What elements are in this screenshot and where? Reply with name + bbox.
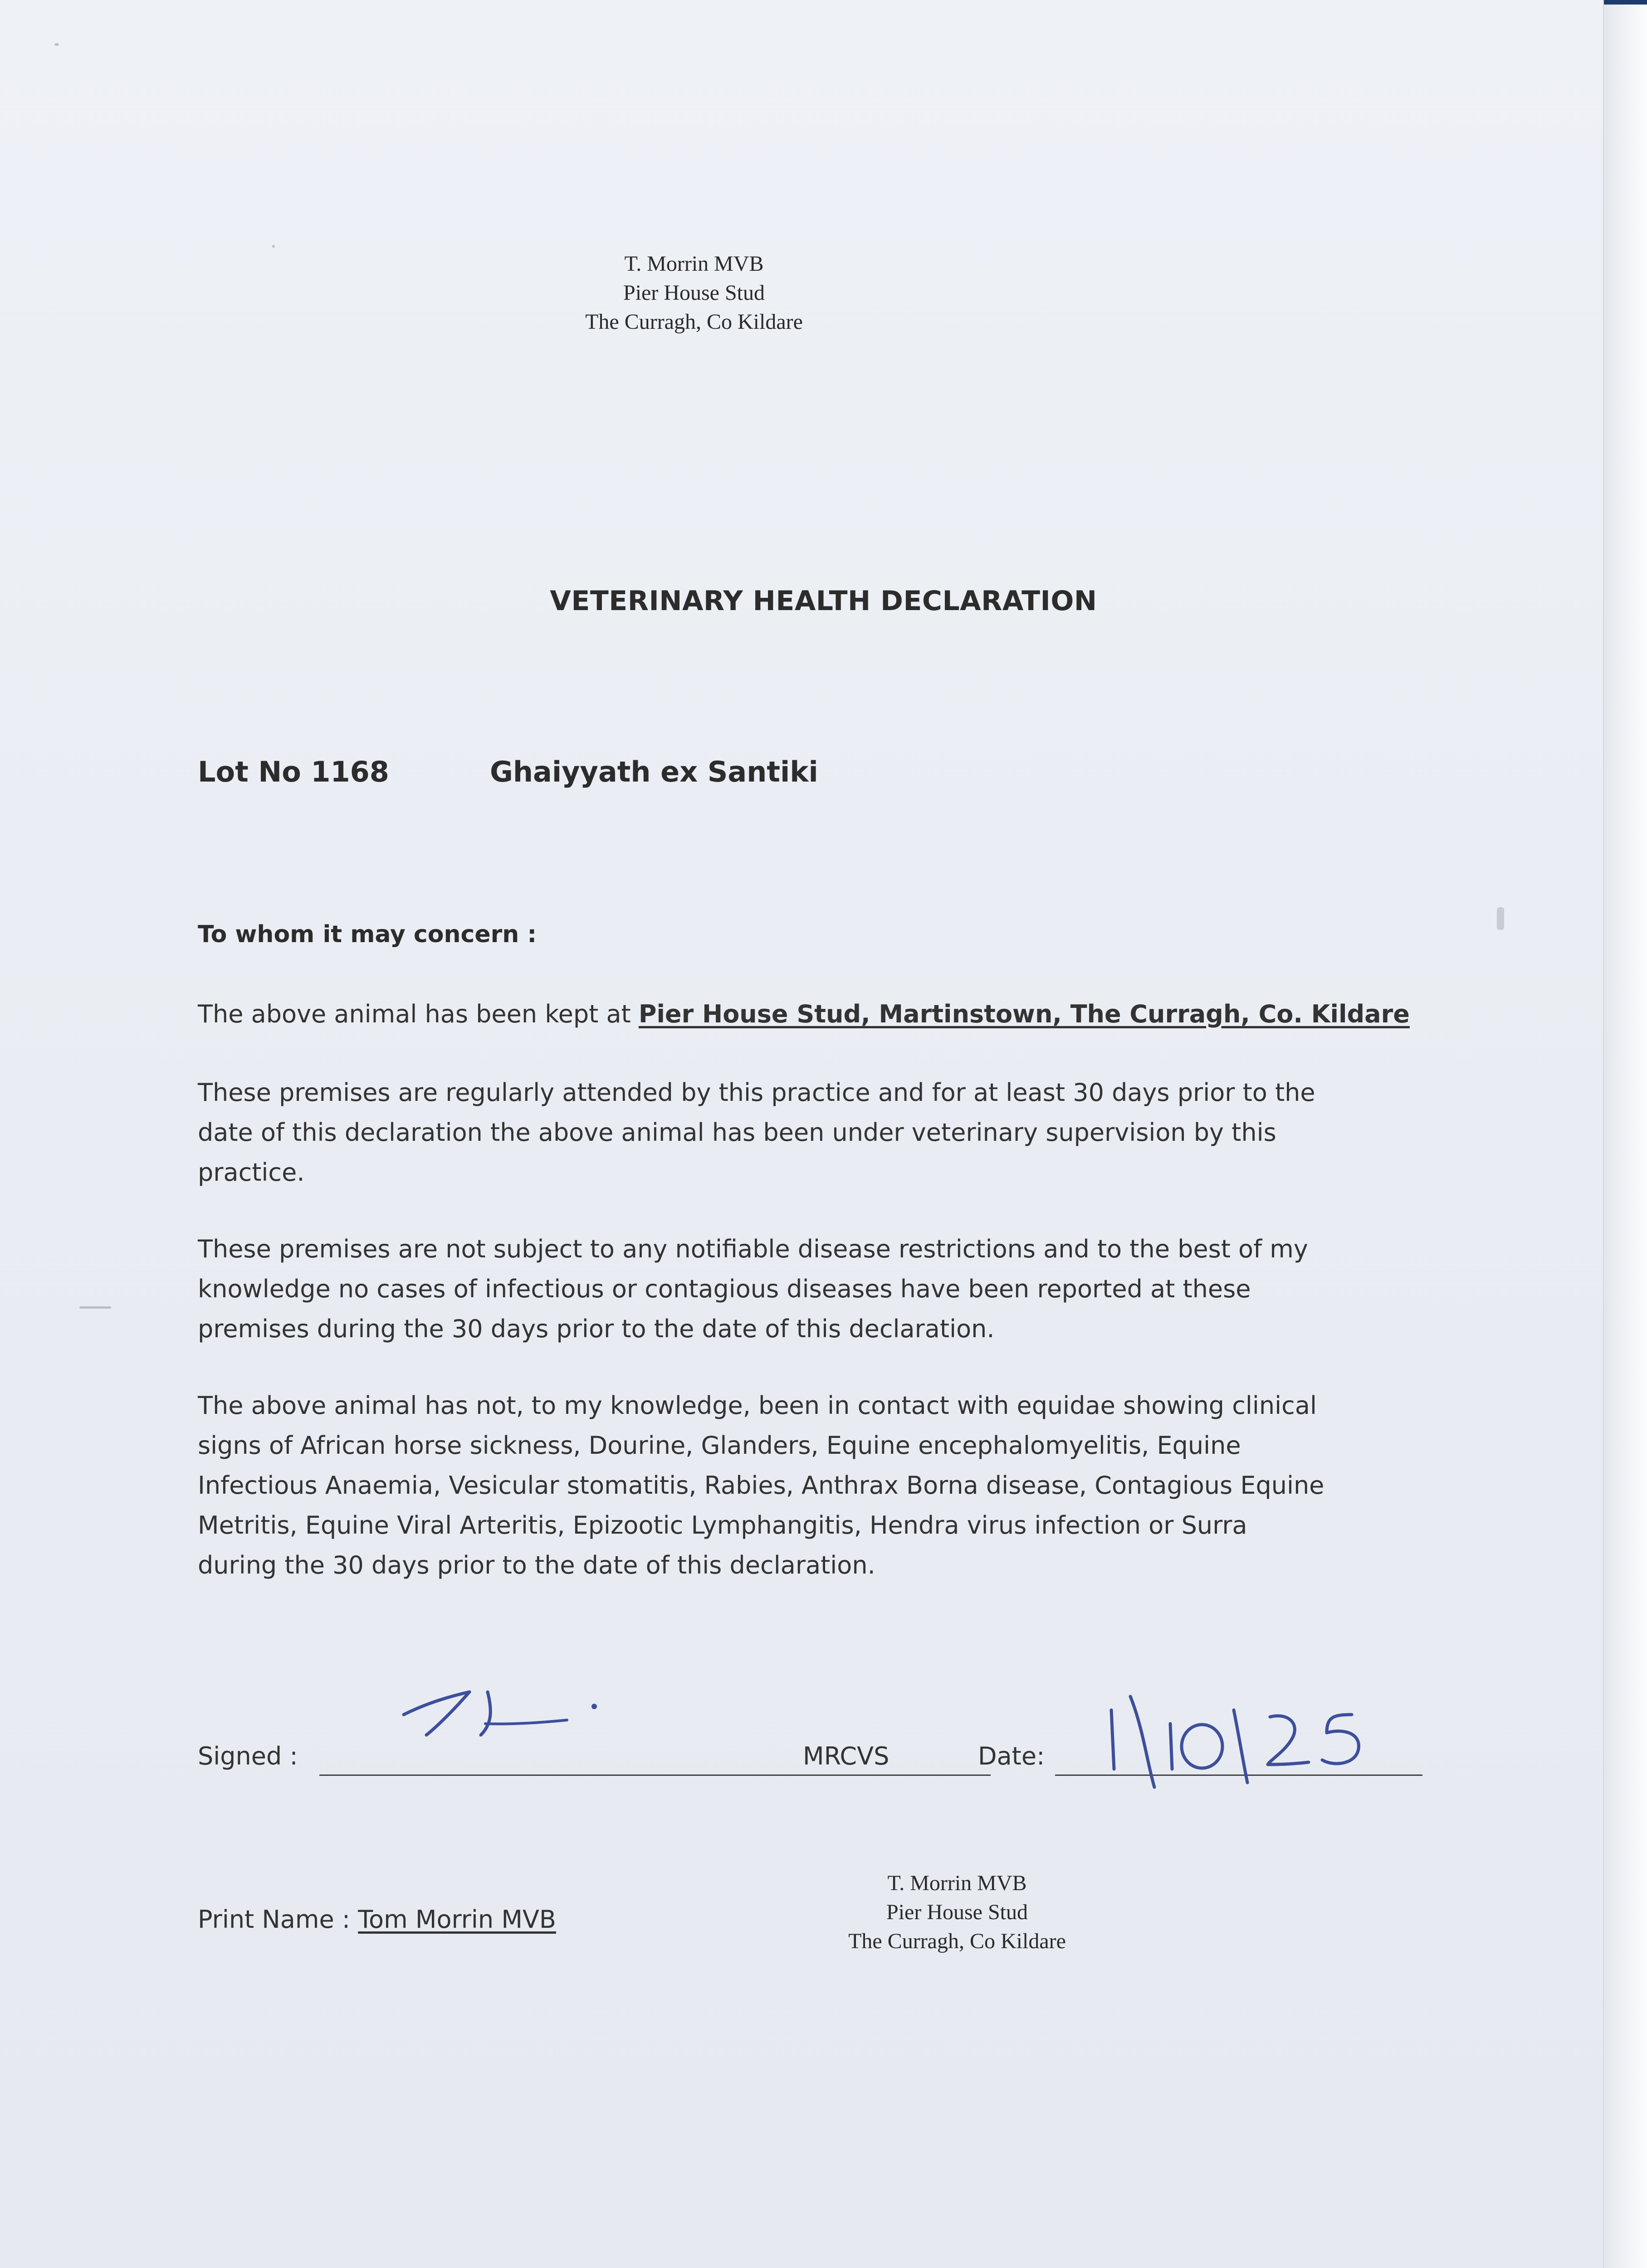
- scan-speck: [272, 245, 275, 248]
- paragraph-restrictions: [198, 1229, 1422, 1349]
- print-name-label: Print Name :: [198, 1905, 351, 1934]
- paragraph-line: These premises are not subject to any notifiable disease restrictions and to the best of my: [198, 1235, 1308, 1263]
- date-label: Date:: [978, 1742, 1045, 1770]
- letterhead-location: The Curragh, Co Kildare: [585, 310, 803, 334]
- stamp-stud: Pier House Stud: [886, 1900, 1028, 1924]
- handwritten-date: [1098, 1692, 1406, 1792]
- horse-name: Ghaiyyath ex Santiki: [490, 755, 818, 788]
- paragraph-line: premises during the 30 days prior to the date of this declaration.: [198, 1315, 995, 1343]
- print-name-value: Tom Morrin MVB: [358, 1905, 556, 1934]
- document-title: VETERINARY HEALTH DECLARATION: [550, 585, 1097, 617]
- paragraph-premises: [198, 994, 1422, 1034]
- salutation: To whom it may concern :: [198, 921, 537, 948]
- qualification-label: MRCVS: [803, 1742, 889, 1770]
- lot-row: [198, 755, 818, 788]
- scan-speck: [79, 1306, 111, 1309]
- paragraph-line: knowledge no cases of infectious or contagious diseases have been reported at these: [198, 1275, 1251, 1303]
- paragraph-premises-prefix: The above animal has been kept at: [198, 1000, 631, 1028]
- paragraph-diseases: [198, 1386, 1422, 1585]
- scan-speck: [54, 43, 59, 46]
- paragraph-line: date of this declaration the above animal has been under veterinary supervision by this: [198, 1118, 1276, 1147]
- scan-speck: [1497, 907, 1504, 930]
- letterhead: [508, 249, 880, 337]
- handwritten-signature: [395, 1678, 612, 1742]
- print-name-row: [198, 1905, 556, 1934]
- stamp-name: T. Morrin MVB: [887, 1871, 1027, 1895]
- paragraph-line: during the 30 days prior to the date of this declaration.: [198, 1551, 875, 1579]
- letterhead-stud: Pier House Stud: [623, 281, 765, 305]
- signed-label: Signed :: [198, 1742, 298, 1770]
- premises-address: Pier House Stud, Martinstown, The Curragh, Co. Kildare: [638, 1000, 1410, 1028]
- signature-line: [319, 1774, 991, 1776]
- paragraph-line: signs of African horse sickness, Dourine, Glanders, Equine encephalomyelitis, Equine: [198, 1431, 1241, 1460]
- scanner-edge: [1603, 0, 1647, 2268]
- paragraph-line: The above animal has not, to my knowledge, been in contact with equidae showing clinical: [198, 1391, 1317, 1420]
- letterhead-name: T. Morrin MVB: [624, 252, 764, 276]
- paragraph-line: Infectious Anaemia, Vesicular stomatitis, Rabies, Anthrax Borna disease, Contagious Equine: [198, 1471, 1324, 1500]
- paragraph-line: Metritis, Equine Viral Arteritis, Epizootic Lymphangitis, Hendra virus infection or Surra: [198, 1511, 1247, 1540]
- lot-number: Lot No 1168: [198, 755, 389, 788]
- paragraph-line: These premises are regularly attended by this practice and for at least 30 days prior to the: [198, 1078, 1315, 1107]
- paragraph-line: practice.: [198, 1158, 305, 1187]
- stamp-location: The Curragh, Co Kildare: [848, 1929, 1066, 1953]
- practice-stamp: [771, 1869, 1143, 1956]
- paragraph-supervision: [198, 1073, 1422, 1193]
